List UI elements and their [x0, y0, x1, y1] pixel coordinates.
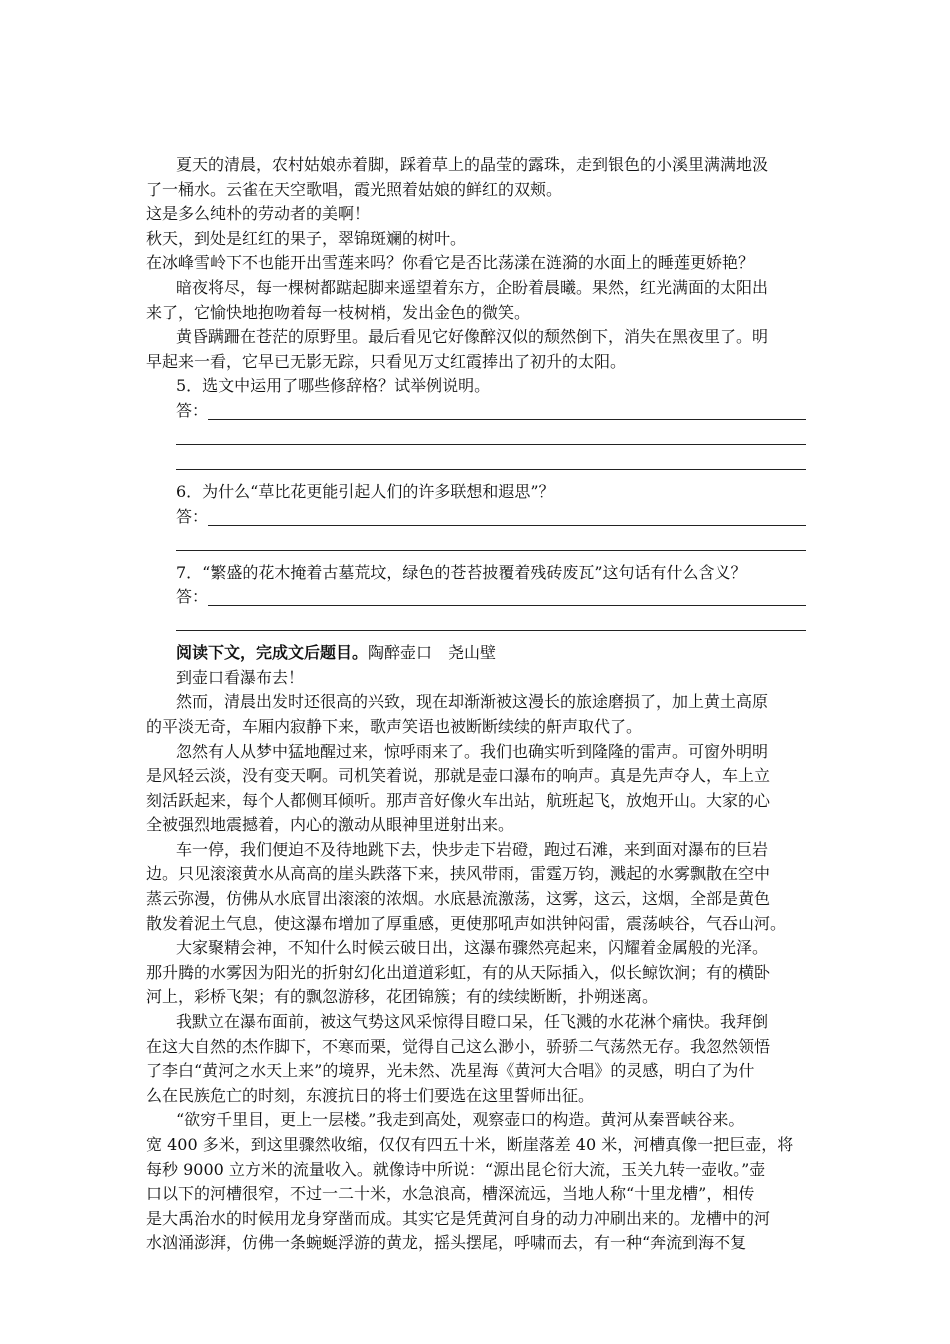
reading-title: 陶醉壶口: [368, 643, 433, 663]
answer-rule: [208, 605, 806, 606]
answer-label: 答：: [176, 506, 209, 526]
paragraph-line: 黄昏蹒跚在苍茫的原野里。最后看见它好像醉汉似的颓然倒下，消失在黑夜里了。明: [176, 327, 769, 347]
paragraph-line: 来了，它愉快地抱吻着每一枝树梢，发出金色的微笑。: [146, 302, 531, 322]
paragraph-line: “欲穷千里目，更上一层楼。”我走到高处，观察壶口的构造。黄河从秦晋峡谷来。: [176, 1110, 745, 1130]
paragraph-line: 暗夜将尽，每一棵树都踮起脚来遥望着东方，企盼着晨曦。果然，红光满面的太阳出: [176, 277, 769, 297]
answer-rule: [176, 630, 806, 631]
answer-label: 答：: [176, 400, 209, 420]
paragraph-line: 忽然有人从梦中猛地醒过来，惊呼雨来了。我们也确实听到隆隆的雷声。可窗外明明: [176, 741, 769, 761]
paragraph-line: 到壶口看瀑布去！: [176, 667, 305, 687]
answer-rule: [176, 444, 806, 445]
paragraph-line: 蒸云弥漫，仿佛从水底冒出滚滚的浓烟。水底悬流激荡，这雾，这云，这烟，全部是黄色: [146, 889, 771, 909]
paragraph-line: 宽 400 多米，到这里骤然收缩，仅仅有四五十米，断崖落差 40 米，河槽真像一把巨壶，将: [146, 1135, 794, 1154]
answer-line[interactable]: [146, 530, 806, 555]
answer-rule: [176, 550, 806, 551]
paragraph-line: 刻活跃起来，每个人都侧耳倾听。那声音好像火车出站，航班起飞，放炮开山。大家的心: [146, 790, 771, 810]
paragraph-line: 是大禹治水的时候用龙身穿凿而成。其实它是凭黄河自身的动力冲刷出来的。龙槽中的河: [146, 1208, 771, 1228]
paragraph-line: 那升腾的水雾因为阳光的折射幻化出道道彩虹，有的从天际插入，似长鲸饮涧；有的横卧: [146, 962, 771, 982]
paragraph-line: 早起来一看，它早已无影无踪，只看见万丈红霞捧出了初升的太阳。: [146, 351, 627, 371]
paragraph-line: 么在民族危亡的时刻，东渡抗日的将士们要选在这里誓师出征。: [146, 1085, 595, 1105]
paragraph-line: 全被强烈地震撼着，内心的激动从眼神里迸射出来。: [146, 815, 515, 835]
question-6: 6．为什么“草比花更能引起人们的许多联想和遐思”？: [176, 481, 555, 501]
paragraph-line: 水汹涌澎湃，仿佛一条蜿蜒浮游的黄龙，摇头摆尾，呼啸而去，有一种“奔流到海不复: [146, 1233, 747, 1253]
paragraph-line: 河上，彩桥飞架；有的飘忽游移，花团锦簇；有的续续断断，扑朔迷离。: [146, 987, 659, 1007]
answer-line[interactable]: [146, 610, 806, 635]
paragraph-line: 口以下的河槽很窄，不过一二十米，水急浪高，槽深流远，当地人称“十里龙槽”，相传: [146, 1184, 755, 1204]
reading-header: [146, 641, 806, 666]
question-5: 5．选文中运用了哪些修辞格？试举例说明。: [176, 376, 491, 396]
paragraph-line: 然而，清晨出发时还很高的兴致，现在却渐渐被这漫长的旅途磨损了，加上黄土高原: [176, 692, 769, 712]
paragraph-line: 大家聚精会神，不知什么时候云破日出，这瀑布骤然亮起来，闪耀着金属般的光泽。: [176, 938, 769, 958]
answer-line[interactable]: [146, 585, 806, 610]
paragraph-line: 夏天的清晨，农村姑娘赤着脚，踩着草上的晶莹的露珠，走到银色的小溪里满满地汲: [176, 155, 769, 174]
paragraph-line: 了李白“黄河之水天上来”的境界，光未然、冼星海《黄河大合唱》的灵感，明白了为什: [146, 1061, 755, 1081]
paragraph-line: 我默立在瀑布面前，被这气势这风采惊得目瞪口呆，任飞溅的水花淋个痛快。我拜倒: [176, 1012, 769, 1032]
answer-line[interactable]: [146, 399, 806, 424]
answer-rule: [176, 469, 806, 470]
answer-line[interactable]: [146, 449, 806, 474]
answer-label: 答：: [176, 587, 209, 607]
paragraph-line: 这是多么纯朴的劳动者的美啊！: [146, 204, 371, 224]
document-content: [146, 153, 806, 1256]
answer-rule: [208, 525, 806, 526]
paragraph-line: 秋天，到处是红红的果子，翠锦斑斓的树叶。: [146, 228, 467, 248]
paragraph-line: 车一停，我们便迫不及待地跳下去，快步走下岩磴，跑过石滩，来到面对瀑布的巨岩: [176, 839, 769, 859]
question-7: 7．“繁盛的花木掩着古墓荒坟，绿色的苍苔披覆着残砖废瓦”这句话有什么含义？: [176, 562, 747, 582]
paragraph-line: 的平淡无奇，车厢内寂静下来，歌声笑语也被断断续续的鼾声取代了。: [146, 716, 643, 736]
paragraph-line: 在这大自然的杰作脚下，不寒而栗，觉得自己这么渺小，骄骄二气荡然无存。我忽然领悟: [146, 1036, 771, 1056]
answer-rule: [208, 419, 806, 420]
paragraph-line: 散发着泥土气息，使这瀑布增加了厚重感，更使那吼声如洪钟闷雷，震荡峡谷，气吞山河。: [146, 913, 787, 933]
paragraph-line: 了一桶水。云雀在天空歌唱，霞光照着姑娘的鲜红的双颊。: [146, 179, 563, 199]
answer-line[interactable]: [146, 424, 806, 449]
reading-author: 尧山壁: [448, 643, 497, 663]
paragraph-line: 边。只见滚滚黄水从高高的崖头跌落下来，挟风带雨，雷霆万钧，溅起的水雾飘散在空中: [146, 864, 771, 884]
paragraph-line: 是风轻云淡，没有变天啊。司机笑着说，那就是壶口瀑布的响声。真是先声夺人，车上立: [146, 766, 771, 786]
paragraph-line: 每秒 9000 立方米的流量收入。就像诗中所说：“源出昆仑衍大流，玉关九转一壶收。”壶: [146, 1159, 766, 1179]
reading-instruction: 阅读下文，完成文后题目。: [176, 643, 369, 663]
answer-line[interactable]: [146, 505, 806, 530]
paragraph-line: 在冰峰雪岭下不也能开出雪莲来吗？你看它是否比荡漾在涟漪的水面上的睡莲更娇艳？: [146, 253, 755, 273]
